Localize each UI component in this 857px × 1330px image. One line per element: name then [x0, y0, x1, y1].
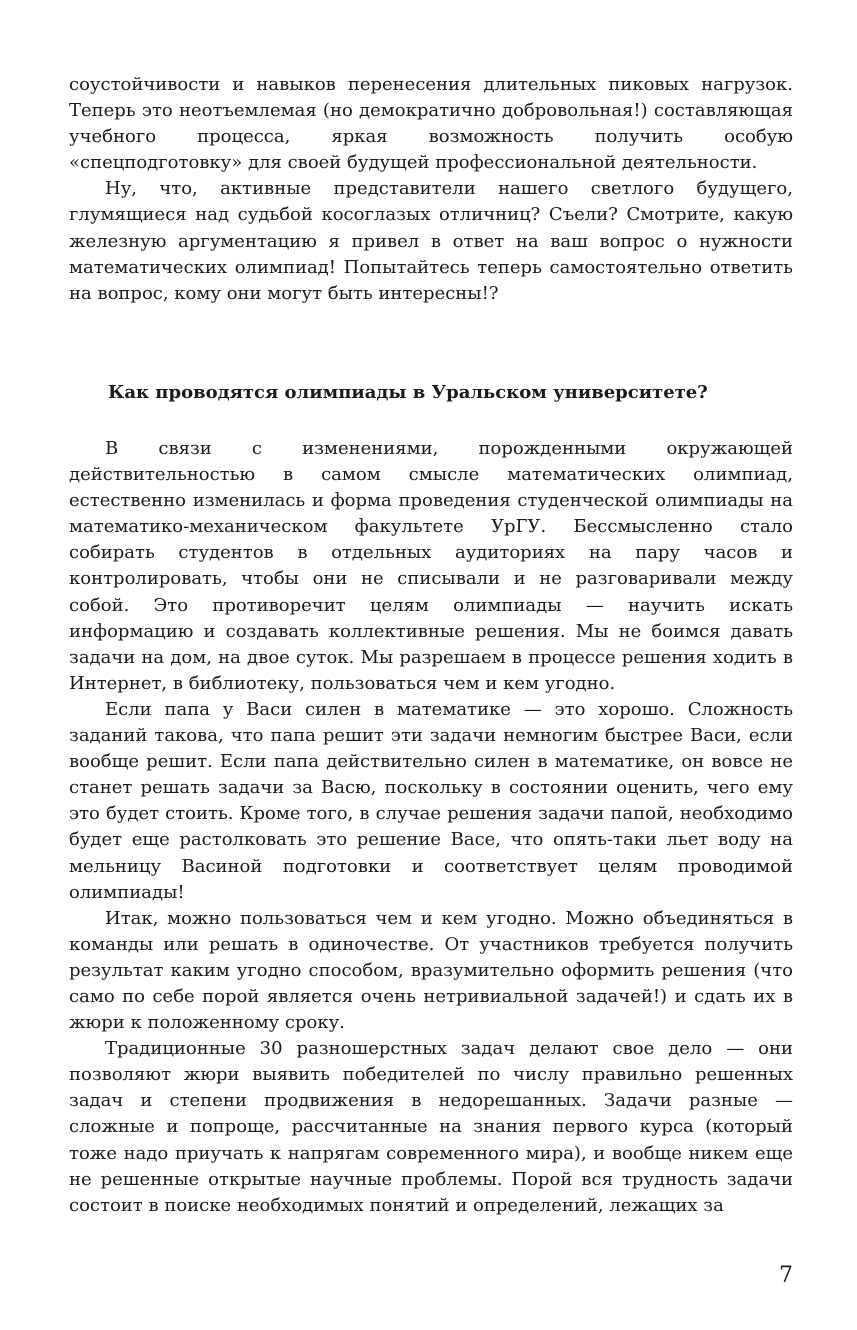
page-number: 7: [779, 1263, 793, 1288]
intro-text: [69, 72, 793, 307]
intro-paragraph-2: Ну, что, активные представители нашего светлого будущего, глумящиеся над судьбой косоглазых отличниц? Съели? Смотрите, какую железную аргументацию я привел в ответ на ваш вопрос о нужности математических олимпиад! Попытайтесь теперь самостоятельно ответить на вопрос, кому они могут быть интересны!?: [69, 178, 793, 304]
body-paragraph-1: В связи с изменениями, порожденными окружающей действительностью в самом смысле математических олимпиад, естественно изменилась и форма проведения студенческой олимпиады на математико-механическом факультете УрГУ. Бессмысленно стало собирать студентов в отдельных аудиториях на пару часов и контролировать, чтобы они не списывали и не разговаривали между собой. Это противоречит целям олимпиады — научить искать информацию и создавать коллективные решения. Мы не боимся давать задачи на дом, на двое суток. Мы разрешаем в процессе решения ходить в Интернет, в библиотеку, пользоваться чем и кем угодно.: [69, 438, 793, 694]
intro-paragraph-1: соустойчивости и навыков перенесения длительных пиковых нагрузок. Теперь это неотъемлемая (но демократично добровольная!) составляющая учебного процесса, яркая возможность получить особую «спецподготовку» для своей будущей профессиональной деятельности.: [69, 74, 793, 174]
body-paragraph-4: Традиционные 30 разношерстных задач делают свое дело — они позволяют жюри выявить победителей по числу правильно решенных задач и степени продвижения в недорешанных. Задачи разные — сложные и попроще, рассчитанные на знания первого курса (который тоже надо приучать к напрягам современного мира), и вообще никем еще не решенные открытые научные проблемы. Порой вся трудность задачи состоит в поиске необходимых понятий и определений, лежащих за: [69, 1038, 793, 1216]
body-paragraph-2: Если папа у Васи силен в математике — это хорошо. Сложность заданий такова, что папа решит эти задачи немногим быстрее Васи, если вообще решит. Если папа действительно силен в математике, он вовсе не станет решать задачи за Васю, поскольку в состоянии оценить, чего ему это будет стоить. Кроме того, в случае решения задачи папой, необходимо будет еще растолковать это решение Васе, что опять-таки льет воду на мельницу Васиной подготовки и соответствует целям проводимой олимпиады!: [69, 698, 793, 903]
body-paragraph-3: Итак, можно пользоваться чем и кем угодно. Можно объединяться в команды или решать в одиночестве. От участников требуется получить результат каким угодно способом, вразумительно оформить решения (что само по себе порой является очень нетривиальной задачей!) и сдать их в жюри к положенному сроку.: [69, 907, 793, 1034]
section-heading: Как проводятся олимпиады в Уральском университете?: [108, 382, 708, 403]
section-body: [69, 436, 793, 1219]
